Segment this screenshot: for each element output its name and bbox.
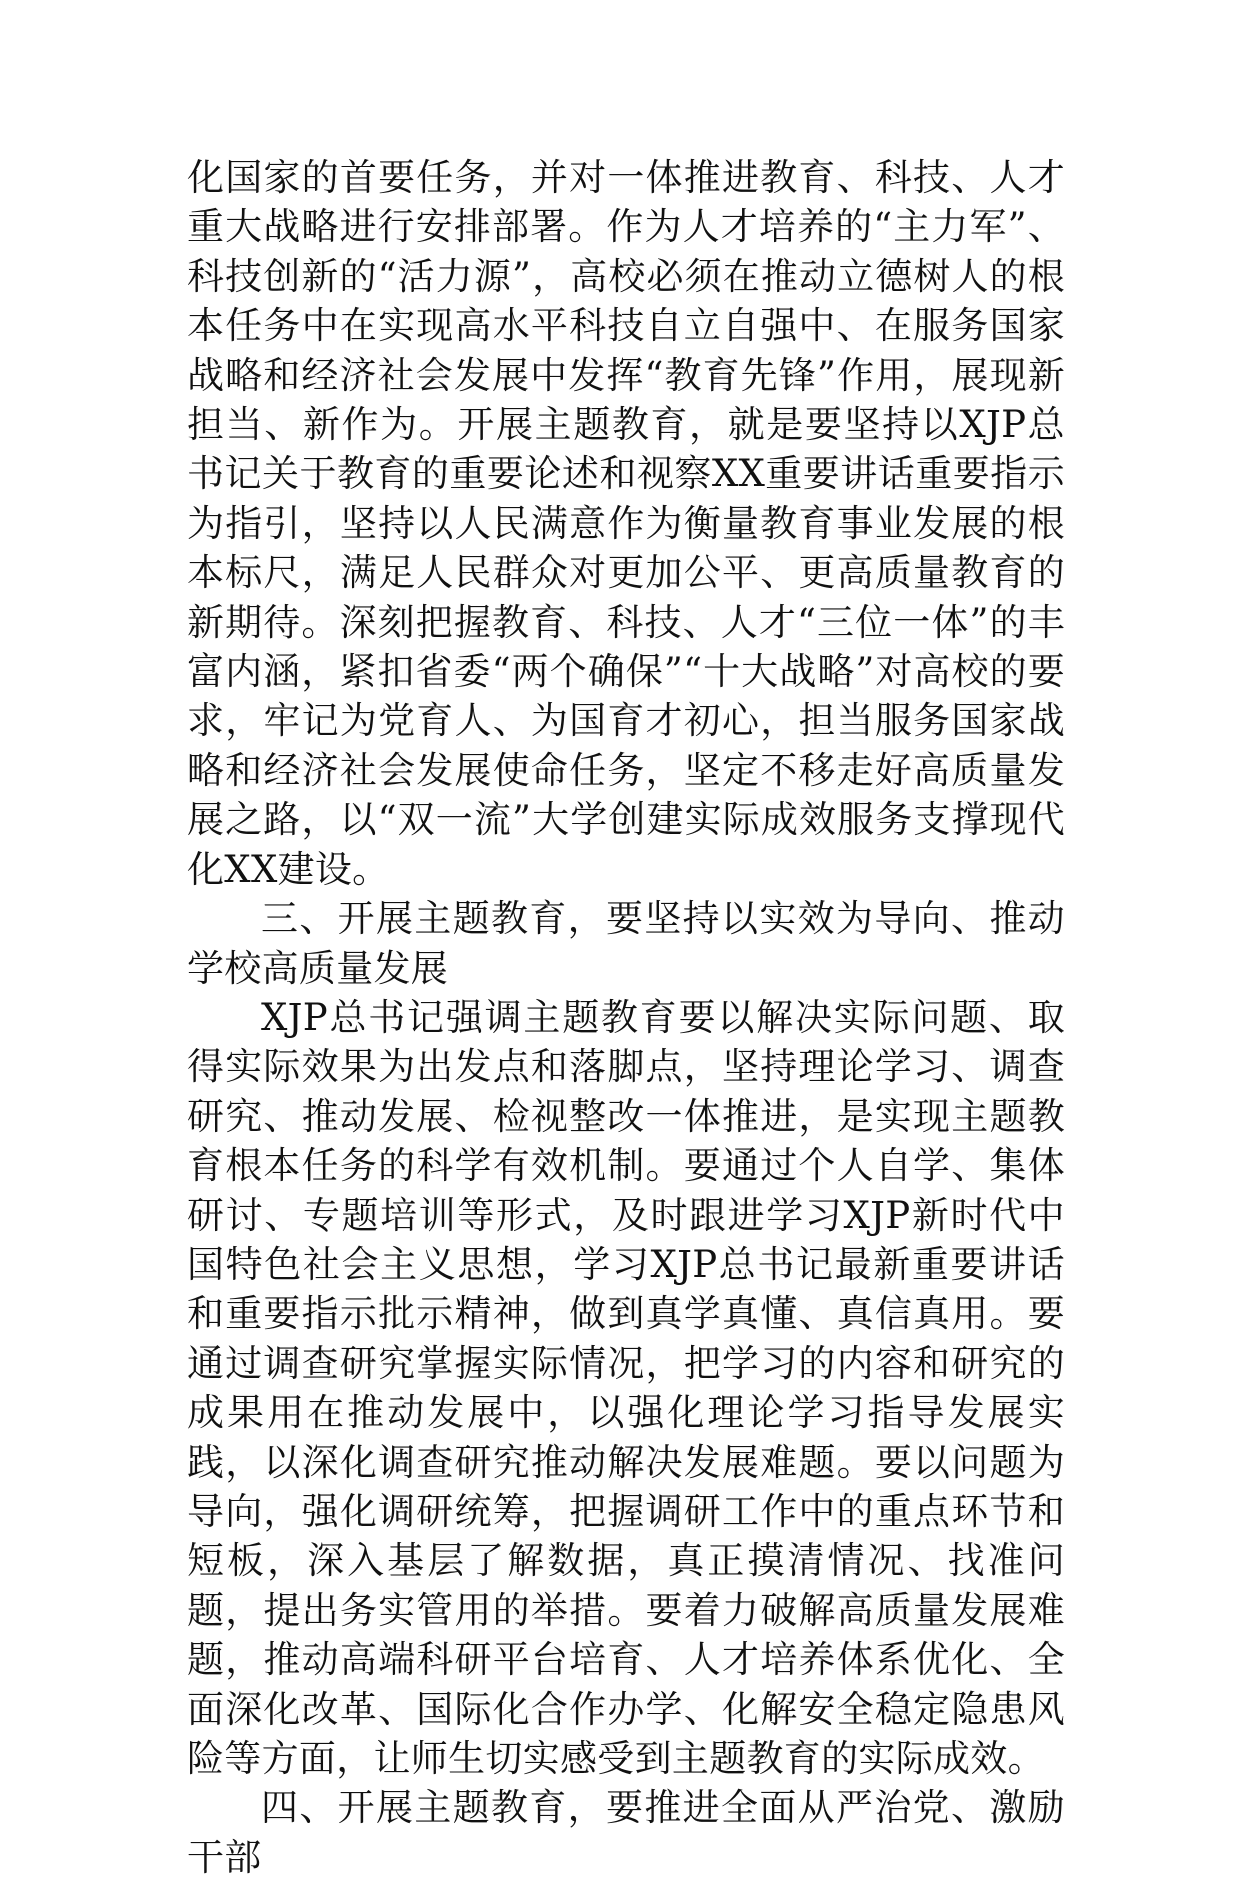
body-paragraph: 化国家的首要任务，并对一体推进教育、科技、人才重大战略进行安排部署。作为人才培养的“主力军”、科技创新的“活力源”，高校必须在推动立德树人的根本任务中在实现高水平科技自立自强中、在服务国家战略和经济社会发展中发挥“教育先锋”作用，展现新担当、新作为。开展主题教育，就是要坚持以XJP总书记关于教育的重要论述和视察XX重要讲话重要指示为指引，坚持以人民满意作为衡量教育事业发展的根本标尺，满足人民群众对更加公平、更高质量教育的新期待。深刻把握教育、科技、人才“三位一体”的丰富内涵，紧扣省委“两个确保”“十大战略”对高校的要求，牢记为党育人、为国育才初心，担当服务国家战略和经济社会发展使命任务，坚定不移走好高质量发展之路，以“双一流”大学创建实际成效服务支撑现代化XX建设。 xyxy=(187,156,1065,891)
section-heading-3: 三、开展主题教育，要坚持以实效为导向、推动学校高质量发展 xyxy=(187,897,1065,990)
document-body xyxy=(187,153,1065,1882)
section-heading-4: 四、开展主题教育，要推进全面从严治党、激励干部 xyxy=(187,1786,1065,1879)
body-paragraph: XJP总书记强调主题教育要以解决实际问题、取得实际效果为出发点和落脚点，坚持理论学习、调查研究、推动发展、检视整改一体推进，是实现主题教育根本任务的科学有效机制。要通过个人自学、集体研讨、专题培训等形式，及时跟进学习XJP新时代中国特色社会主义思想，学习XJP总书记最新重要讲话和重要指示批示精神，做到真学真懂、真信真用。要通过调查研究掌握实际情况，把学习的内容和研究的成果用在推动发展中，以强化理论学习指导发展实践，以深化调查研究推动解决发展难题。要以问题为导向，强化调研统筹，把握调研工作中的重点环节和短板，深入基层了解数据，真正摸清情况、找准问题，提出务实管用的举措。要着力破解高质量发展难题，推动高端科研平台培育、人才培养体系优化、全面深化改革、国际化合作办学、化解安全稳定隐患风险等方面，让师生切实感受到主题教育的实际成效。 xyxy=(187,995,1065,1780)
